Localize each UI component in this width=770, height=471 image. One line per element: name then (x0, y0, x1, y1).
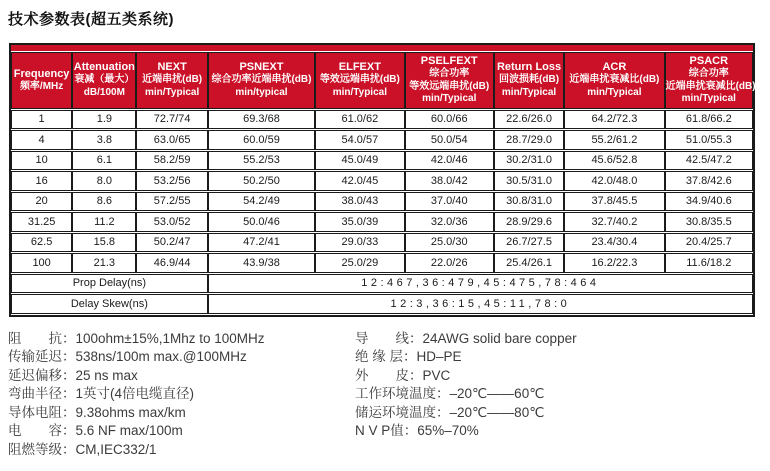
table-cell: 45.6/52.8 (564, 151, 664, 171)
table-cell: 26.7/27.5 (494, 233, 564, 253)
table-cell: 64.2/72.3 (564, 110, 664, 130)
parameters-table-grid (11, 51, 756, 315)
column-header-psacr (665, 52, 756, 109)
footer-row-label: Delay Skew(ns) (11, 294, 208, 314)
specs-section (8, 330, 770, 460)
table-row (11, 151, 753, 171)
table-cell: 50.2/47 (136, 233, 207, 253)
column-header-line: ELFEXT (338, 61, 381, 74)
table-cell: 8.0 (72, 171, 136, 191)
table-row (11, 233, 753, 253)
table-row (11, 253, 753, 273)
table-cell: 37.8/45.5 (564, 192, 664, 212)
column-header-line: Return Loss (496, 61, 562, 74)
table-cell: 55.2/61.2 (564, 130, 664, 150)
table-cell: 25.0/29 (315, 253, 404, 273)
column-header-pselfext (405, 52, 494, 109)
table-cell: 51.0/55.3 (665, 130, 753, 150)
table-cell: 21.3 (72, 253, 136, 273)
table-row (11, 192, 753, 212)
table-cell: 15.8 (72, 233, 136, 253)
column-header-acr (564, 52, 664, 109)
specs-column-left (8, 330, 355, 460)
table-cell: 47.2/41 (208, 233, 315, 253)
parameters-table (9, 43, 755, 317)
column-header-line: min/typical (235, 86, 288, 98)
table-cell: 37.0/40 (405, 192, 494, 212)
table-cell: 57.2/55 (136, 192, 207, 212)
table-cell: 37.8/42.6 (665, 171, 753, 191)
column-header-return-loss (494, 52, 564, 109)
spec-label: N V P值： (355, 423, 418, 439)
column-header-line: dB/100M (83, 86, 125, 98)
spec-value: PVC (422, 367, 451, 383)
spec-value: –20℃——80℃ (449, 404, 545, 420)
table-cell: 10 (11, 151, 72, 171)
column-header-line: 等效远端串扰(dB) (319, 74, 400, 86)
spec-line (8, 348, 355, 367)
specs-column-right (355, 330, 755, 460)
table-cell: 3.8 (72, 130, 136, 150)
column-header-line: PSNEXT (239, 61, 284, 74)
table-cell: 29.0/33 (315, 233, 404, 253)
spec-line (8, 385, 355, 404)
table-cell: 11.6/18.2 (665, 253, 753, 273)
column-header-line: 近端串扰衰减比(dB) (665, 80, 756, 92)
spec-label: 延迟偏移： (8, 367, 76, 383)
spec-value: 1英寸(4倍电缆直径) (75, 386, 195, 402)
spec-value: 65%–70% (417, 423, 479, 439)
spec-label: 传输延迟： (8, 349, 76, 365)
spec-label: 外 皮： (355, 367, 423, 383)
spec-label: 导体电阻： (8, 404, 76, 420)
table-cell: 30.2/31.0 (494, 151, 564, 171)
table-cell: 55.2/53 (208, 151, 315, 171)
table-header-row (11, 52, 753, 109)
spec-line (355, 385, 755, 404)
column-header-line: 综合功率近端串扰(dB) (211, 74, 312, 86)
table-cell: 38.0/43 (315, 192, 404, 212)
table-cell: 38.0/42 (405, 171, 494, 191)
spec-line (8, 330, 355, 349)
table-row (11, 110, 753, 130)
table-cell: 16 (11, 171, 72, 191)
table-cell: 50.2/50 (208, 171, 315, 191)
table-cell: 43.9/38 (208, 253, 315, 273)
column-header-line: 综合功率 (429, 68, 470, 79)
table-row (11, 171, 753, 191)
table-cell: 61.8/66.2 (665, 110, 753, 130)
table-cell: 42.0/46 (405, 151, 494, 171)
column-header-line: 衰减（最大） (74, 74, 135, 86)
table-footer-row (11, 274, 753, 294)
spec-label: 阻燃等级： (8, 442, 76, 458)
table-row (11, 212, 753, 232)
spec-value: 9.38ohms max/km (75, 404, 186, 420)
spec-value: 5.6 NF max/100m (75, 423, 183, 439)
spec-label: 阻 抗： (8, 330, 76, 346)
table-cell: 34.9/40.6 (665, 192, 753, 212)
table-cell: 69.3/68 (208, 110, 315, 130)
spec-label: 工作环境温度： (355, 386, 450, 402)
table-cell: 25.0/30 (405, 233, 494, 253)
table-cell: 53.0/52 (136, 212, 207, 232)
column-header-line: min/Typical (587, 86, 642, 98)
column-header-line: Attenuation (73, 61, 135, 74)
column-header-line: 近端串扰衰减比(dB) (569, 74, 660, 86)
column-header-attenuation (72, 52, 136, 109)
table-cell: 45.0/49 (315, 151, 404, 171)
table-cell: 30.5/31.0 (494, 171, 564, 191)
table-cell: 60.0/66 (405, 110, 494, 130)
spec-line (8, 404, 355, 423)
table-cell: 30.8/31.0 (494, 192, 564, 212)
column-header-elfext (315, 52, 404, 109)
table-cell: 16.2/22.3 (564, 253, 664, 273)
table-cell: 42.0/48.0 (564, 171, 664, 191)
spec-line (8, 367, 355, 386)
column-header-line: 近端串扰(dB) (142, 74, 203, 86)
column-header-line: ACR (602, 61, 627, 74)
spec-line (355, 348, 755, 367)
page-title: 技术参数表(超五类系统) (8, 11, 174, 28)
column-header-line: PSELFEXT (420, 55, 478, 67)
spec-value: –20℃——60℃ (449, 386, 545, 402)
table-cell: 32.7/40.2 (564, 212, 664, 232)
table-cell: 62.5 (11, 233, 72, 253)
table-cell: 30.8/35.5 (665, 212, 753, 232)
table-cell: 54.2/49 (208, 192, 315, 212)
table-cell: 4 (11, 130, 72, 150)
spec-value: 25 ns max (75, 367, 138, 383)
spec-line (355, 422, 755, 441)
spec-label: 电 容： (8, 423, 76, 439)
table-cell: 25.4/26.1 (494, 253, 564, 273)
table-cell: 50.0/54 (405, 130, 494, 150)
spec-label: 绝 缘 层： (355, 349, 417, 365)
spec-label: 储运环境温度： (355, 404, 450, 420)
spec-line (8, 441, 355, 460)
column-header-line: Frequency (13, 67, 70, 80)
spec-line (355, 404, 755, 423)
column-header-line: 频率/MHz (19, 80, 64, 92)
footer-row-label: Prop Delay(ns) (11, 274, 208, 294)
table-cell: 32.0/36 (405, 212, 494, 232)
spec-value: CM,IEC332/1 (75, 442, 157, 458)
table-cell: 42.0/45 (315, 171, 404, 191)
table-cell: 8.6 (72, 192, 136, 212)
table-cell: 46.9/44 (136, 253, 207, 273)
table-cell: 63.0/65 (136, 130, 207, 150)
table-cell: 23.4/30.4 (564, 233, 664, 253)
table-cell: 42.5/47.2 (665, 151, 753, 171)
table-cell: 31.25 (11, 212, 72, 232)
column-header-next (136, 52, 207, 109)
spec-value: 100ohm±15%,1Mhz to 100MHz (75, 330, 265, 346)
table-row (11, 130, 753, 150)
column-header-line: min/Typical (144, 86, 200, 98)
table-cell: 58.2/59 (136, 151, 207, 171)
table-cell: 61.0/62 (315, 110, 404, 130)
table-cell: 35.0/39 (315, 212, 404, 232)
table-cell: 20.4/25.7 (665, 233, 753, 253)
table-cell: 22.0/26 (405, 253, 494, 273)
column-header-line: PSACR (689, 55, 729, 67)
column-header-psnext (208, 52, 315, 109)
table-cell: 20 (11, 192, 72, 212)
table-cell: 1 (11, 110, 72, 130)
spec-value: 538ns/100m max.@100MHz (75, 349, 247, 365)
table-cell: 53.2/56 (136, 171, 207, 191)
column-header-line: NEXT (157, 61, 187, 74)
column-header-line: min/Typical (422, 93, 477, 104)
table-cell: 60.0/59 (208, 130, 315, 150)
footer-row-value: 12:3,36:15,45:11,78:0 (208, 294, 753, 314)
column-header-line: 等效远端串扰(dB) (409, 80, 490, 92)
table-cell: 1.9 (72, 110, 136, 130)
table-cell: 22.6/26.0 (494, 110, 564, 130)
column-header-line: 回波损耗(dB) (499, 74, 560, 86)
spec-label: 导 线： (355, 330, 423, 346)
spec-line (8, 422, 355, 441)
column-header-line: min/Typical (332, 86, 387, 98)
spec-line (355, 330, 755, 349)
spec-label: 弯曲半径： (8, 386, 76, 402)
footer-row-value: 12:467,36:479,45:475,78:464 (208, 274, 753, 294)
spec-value: 24AWG solid bare copper (422, 330, 577, 346)
table-cell: 6.1 (72, 151, 136, 171)
column-header-line: 综合功率 (688, 68, 729, 79)
column-header-line: min/Typical (501, 86, 557, 98)
table-cell: 100 (11, 253, 72, 273)
table-cell: 72.7/74 (136, 110, 207, 130)
table-cell: 11.2 (72, 212, 136, 232)
table-cell: 28.7/29.0 (494, 130, 564, 150)
column-header-frequency (11, 52, 72, 109)
table-cell: 54.0/57 (315, 130, 404, 150)
spec-line (355, 367, 755, 386)
table-cell: 28.9/29.6 (494, 212, 564, 232)
table-cell: 50.0/46 (208, 212, 315, 232)
column-header-line: min/Typical (681, 93, 736, 104)
table-footer-row (11, 294, 753, 314)
spec-value: HD–PE (416, 349, 462, 365)
